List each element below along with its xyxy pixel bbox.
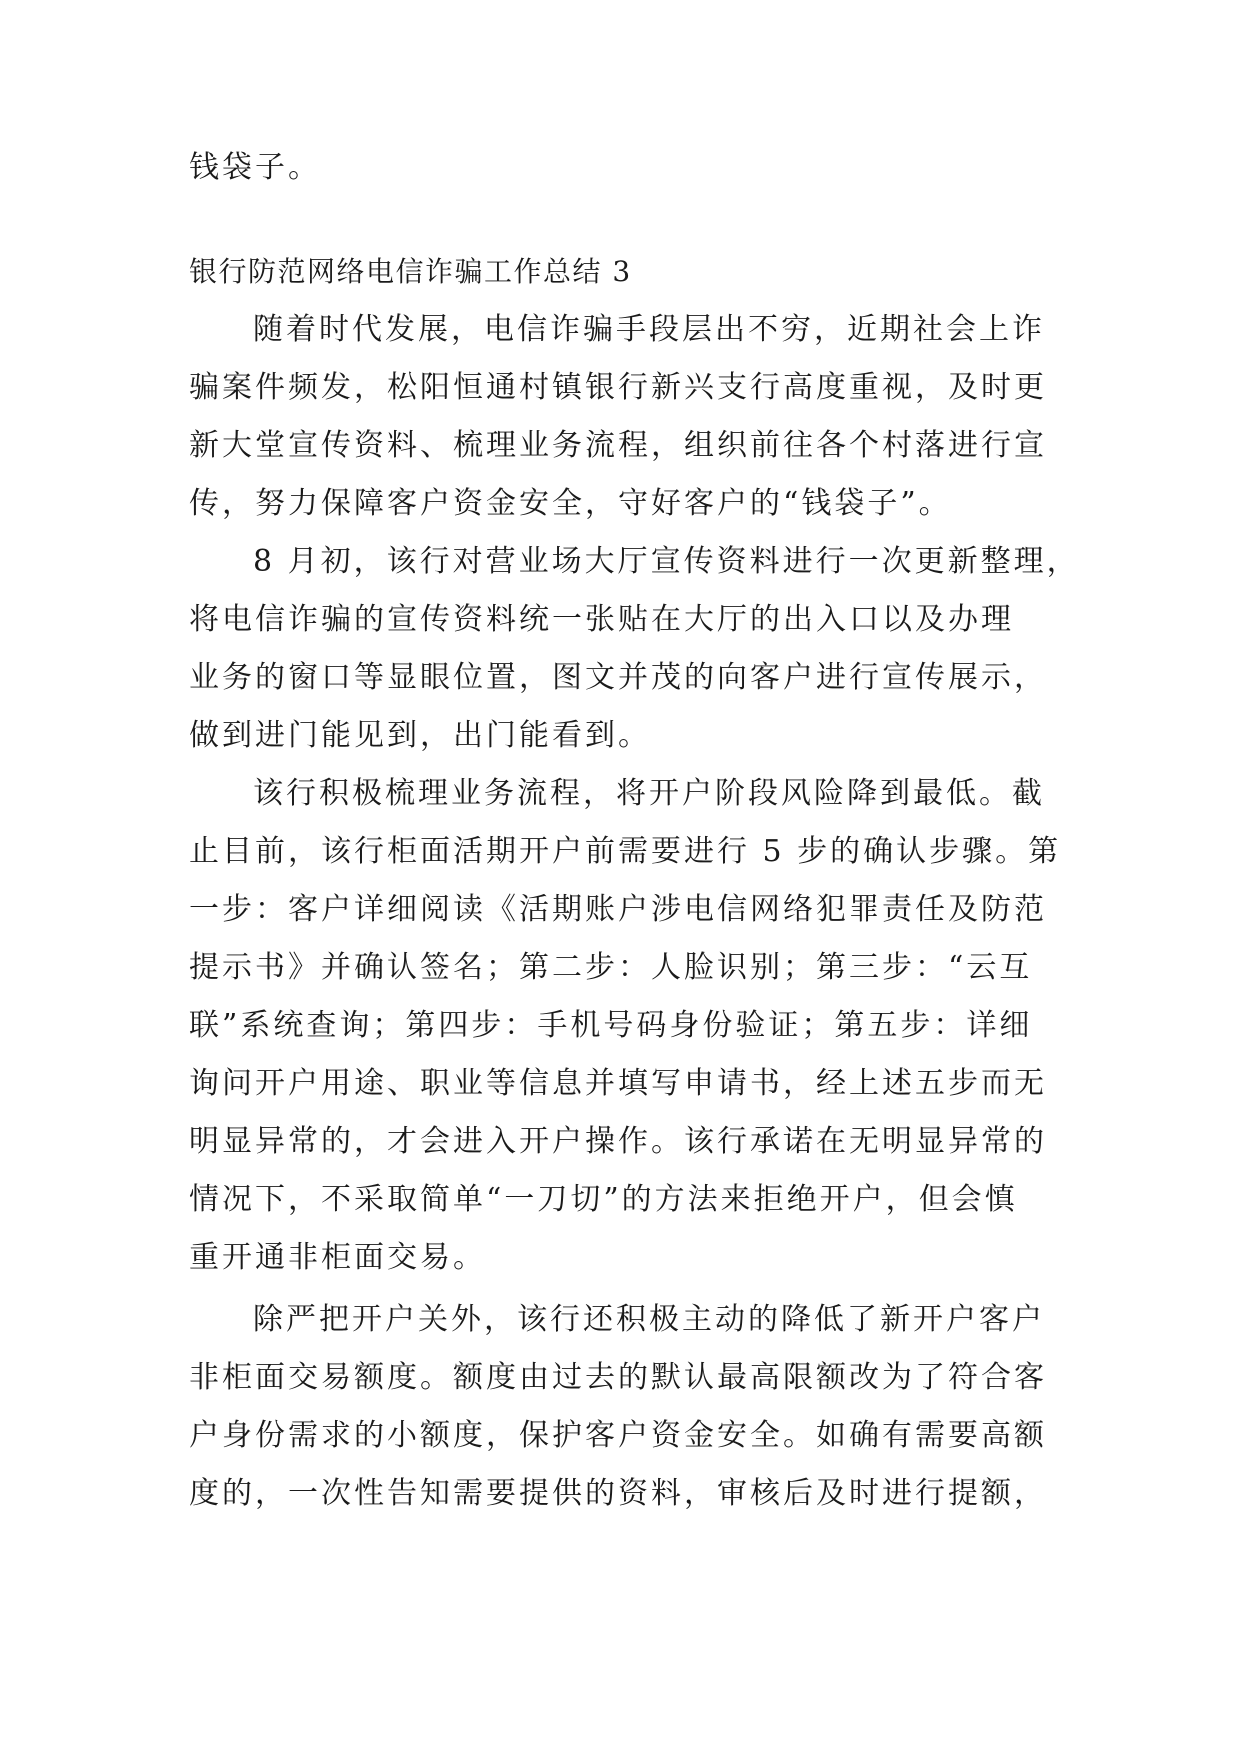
paragraph-line: 明显异常的，才会进入开户操作。该行承诺在无明显异常的	[189, 1124, 1047, 1159]
paragraph-line: 该行积极梳理业务流程，将开户阶段风险降到最低。截	[253, 776, 1045, 811]
section-title: 银行防范网络电信诈骗工作总结 3	[189, 255, 632, 288]
paragraph-line: 户身份需求的小额度，保护客户资金安全。如确有需要高额	[189, 1418, 1047, 1453]
paragraph-line: 业务的窗口等显眼位置，图文并茂的向客户进行宣传展示，	[189, 660, 1047, 695]
paragraph-line: 提示书》并确认签名；第二步：人脸识别；第三步：“云互	[189, 950, 1033, 985]
paragraph-line: 新大堂宣传资料、梳理业务流程，组织前往各个村落进行宣	[189, 428, 1047, 463]
paragraph-line: 骗案件频发，松阳恒通村镇银行新兴支行高度重视，及时更	[189, 370, 1047, 405]
paragraph-line: 一步：客户详细阅读《活期账户涉电信网络犯罪责任及防范	[189, 892, 1047, 927]
paragraph-line: 随着时代发展，电信诈骗手段层出不穷，近期社会上诈	[253, 312, 1045, 347]
paragraph-line: 除严把开户关外，该行还积极主动的降低了新开户客户	[253, 1302, 1045, 1337]
paragraph-line: 询问开户用途、职业等信息并填写申请书，经上述五步而无	[189, 1066, 1047, 1101]
paragraph-line: 度的，一次性告知需要提供的资料，审核后及时进行提额，	[189, 1476, 1047, 1511]
paragraph-line: 情况下，不采取简单“一刀切”的方法来拒绝开户，但会慎	[189, 1182, 1018, 1217]
paragraph-line: 将电信诈骗的宣传资料统一张贴在大厅的出入口以及办理	[189, 602, 1014, 637]
paragraph-line: 重开通非柜面交易。	[189, 1240, 486, 1275]
paragraph-line: 8 月初，该行对营业场大厅宣传资料进行一次更新整理，	[253, 544, 1080, 579]
paragraph-line: 传，努力保障客户资金安全，守好客户的“钱袋子”。	[189, 486, 952, 521]
paragraph-line: 止目前，该行柜面活期开户前需要进行 5 步的确认步骤。第	[189, 834, 1062, 869]
paragraph-line: 非柜面交易额度。额度由过去的默认最高限额改为了符合客	[189, 1360, 1047, 1395]
paragraph-line: 联”系统查询；第四步：手机号码身份验证；第五步：详细	[189, 1008, 1033, 1043]
paragraph-line: 做到进门能见到，出门能看到。	[189, 718, 651, 753]
carryover-text: 钱袋子。	[189, 150, 321, 185]
